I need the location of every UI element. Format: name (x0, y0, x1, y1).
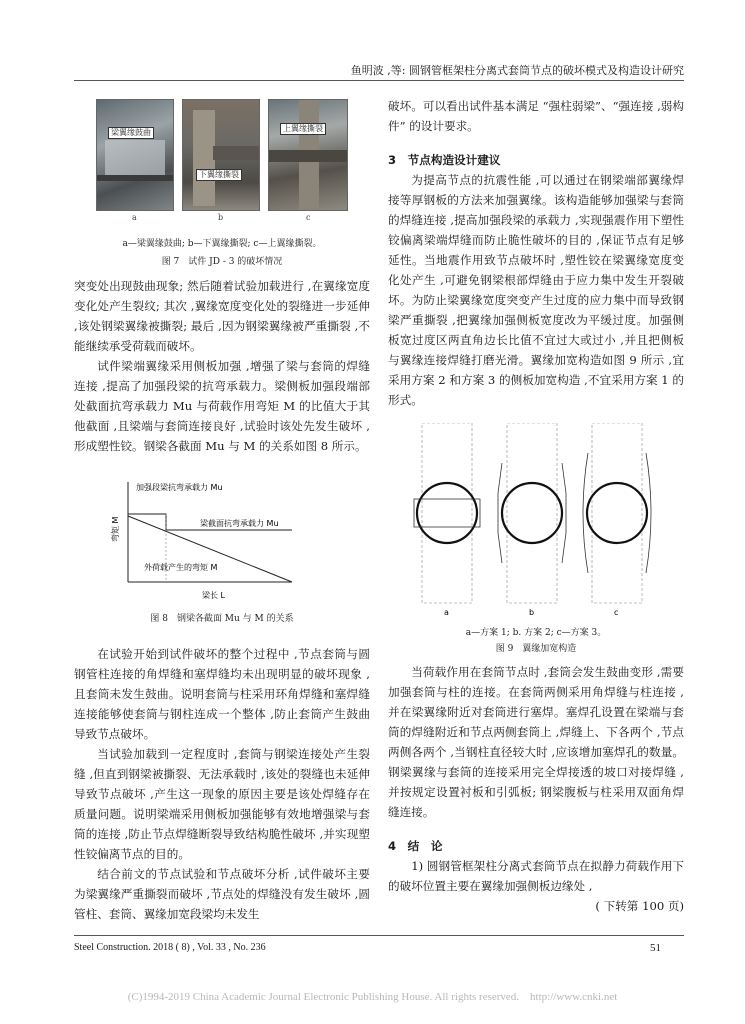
sub-letter-b: b (529, 608, 535, 617)
running-title: 鱼明波 ,等: 圆钢管框架柱分离式套筒节点的破坏模式及构造设计研究 (350, 64, 684, 77)
header-rule (74, 80, 684, 81)
y-axis-label: 弯矩 M (111, 516, 120, 542)
photo-a (96, 99, 174, 211)
paragraph: 破坏。可以看出试件基本满足 “强柱弱梁”、“强连接 ,弱构件” 的设计要求。 (388, 99, 684, 133)
beam-shape (269, 150, 348, 162)
figure-7 (96, 99, 348, 222)
tube-section (587, 483, 647, 543)
photo-c (268, 99, 348, 211)
section-3-heading: 3 节点构造设计建议 (388, 153, 501, 167)
tube-section (417, 483, 477, 543)
figure-9-diagram (402, 423, 662, 618)
beam-shape (105, 140, 165, 176)
sub-letter-c: c (306, 213, 311, 222)
photo-c-label: 上翼缘撕裂 (280, 123, 326, 135)
column-outline (507, 423, 557, 603)
continued-note: ( 下转第 100 页) (595, 899, 684, 913)
label-strengthened-capacity: 加强段梁抗弯承载力 Mu (136, 483, 223, 492)
paragraph: 为提高节点的抗震性能 ,可以通过在钢梁端部翼缘焊接等厚钢板的方法来加强翼缘。该构造能够加强梁与套筒的焊缝连接 ,提高加强段梁的承载力 ,实现强震作用下塑性铰偏离梁端焊缝而防止脆性破坏的目的 ,保证节点有足够延性。当地震作用致节点破坏时 ,塑性铰在梁翼缘宽度变化处产生 ,可避免钢梁根部焊缝由于应力集中发生开裂破坏。为防止梁翼缘宽度突变产生过度的应力集中而导致钢梁严重撕裂 ,把翼缘加强侧板宽度改为平缓过度。加强侧板宽过度区两直角边长比值不宜过大或过小 ,并且把侧板与翼缘连接焊缝打磨光滑。翼缘加宽构造如图 9 所示 ,宜采用方案 2 和方案 3 的侧板加宽构造 ,不宜采用方案 1 的形式。 (388, 173, 684, 407)
section-4-heading: 4 结 论 (388, 839, 443, 853)
sub-letter-c: c (614, 608, 619, 617)
figure-8-diagram (96, 476, 306, 606)
scheme-1 (414, 423, 480, 603)
column-outline (422, 423, 472, 603)
figure-9-caption: 图 9 翼缘加宽构造 (495, 644, 577, 654)
photo-b-label: 下翼缘撕裂 (196, 169, 242, 181)
label-external-moment: 外荷载产生的弯矩 M (144, 563, 218, 572)
left-column-upper (74, 276, 370, 456)
paragraph: 当试验加载到一定程度时 ,套筒与钢梁连接处产生裂缝 ,但直到钢梁被撕裂、无法承载时 ,该处的裂缝也未延伸导致节点破坏 ,产生这一现象的原因主要是该处焊缝存在质量问题。说明梁端采用侧板加强能够有效地增强梁与套筒的连接 ,防止节点焊缝断裂导致结构脆性破坏 ,并实现塑性铰偏离节点的目的。 (74, 747, 370, 861)
scheme-3 (583, 423, 651, 603)
label-section-capacity: 梁截面抗弯承载力 Mu (200, 519, 279, 528)
figure-8-caption: 图 8 钢梁各截面 Mu 与 M 的关系 (150, 614, 294, 624)
tube-section (502, 483, 562, 543)
paragraph: 当荷载作用在套筒节点时 ,套筒会发生鼓曲变形 ,需要加强套筒与柱的连接。在套筒两侧采用角焊缝与柱连接 ,并在梁翼缘附近对套筒进行塞焊。塞焊孔设置在梁端与套筒的焊缝附近和节点两侧套筒上 ,焊缝上、下各两个 ,节点两侧各两个 ,当钢柱直径较大时 ,应该增加塞焊孔的数量。钢梁翼缘与套筒的连接采用完全焊接透的坡口对接焊缝 ,并按规定设置衬板和引弧板; 钢梁腹板与柱采用双面角焊缝连接。 (388, 665, 684, 819)
flange-plate (414, 499, 480, 527)
beam-flange (97, 175, 174, 181)
left-column-lower (74, 644, 370, 924)
photo-a-label: 梁翼缘鼓曲 (108, 127, 154, 139)
photo-b (182, 99, 260, 211)
column-outline (592, 423, 642, 603)
sub-letter-a: a (132, 213, 137, 222)
sub-letter-b: b (218, 213, 224, 222)
right-column-upper (388, 96, 684, 410)
paragraph: 试件梁端翼缘采用侧板加强 ,增强了梁与套筒的焊缝连接 ,提高了加强段梁的抗弯承载力。梁侧板加强段端部处截面抗弯承载力 Mu 与荷载作用弯矩 M 的比值大于其他截面 ,且梁端与套筒连接良好 ,试验时该处先发生破坏 ,形成塑性铰。钢梁各截面 Mu 与 M 的关系如图 8 所示。 (74, 359, 370, 453)
paragraph: 在试验开始到试件破坏的整个过程中 ,节点套筒与圆钢管柱连接的角焊缝和塞焊缝均未出现明显的破坏现象 ,且套筒未发生鼓曲。说明套筒与柱采用环角焊缝和塞焊缝连接能够使套筒与钢柱连成一个整体 ,防止套筒产生鼓曲导致节点破坏。 (74, 647, 370, 741)
sub-letter-a: a (444, 608, 449, 617)
copyright-watermark: (C)1994-2019 China Academic Journal Electronic Publishing House. All rights reserved. http://www.cnki.net (127, 991, 618, 1003)
figure-7-caption: 图 7 试件 JD - 3 的破坏情况 (161, 257, 283, 267)
paragraph: 1) 圆钢管框架柱分离式套筒节点在拟静力荷载作用下的破坏位置主要在翼缘加强侧板边缘处 , (388, 859, 684, 893)
paragraph: 结合前文的节点试验和节点破坏分析 ,试件破坏主要为梁翼缘严重撕裂而破坏 ,节点处的焊缝没有发生破坏 ,圆管柱、套筒、翼缘加宽段梁均未发生 (74, 867, 370, 921)
paragraph: 突变处出现鼓曲现象; 然后随着试验加载进行 ,在翼缘宽度变化处产生裂纹; 其次 ,翼缘宽度变化处的裂缝进一步延伸 ,该处钢梁翼缘被撕裂; 最后 ,因为钢梁翼缘被严重撕裂 ,不能继续承受荷载而破坏。 (74, 279, 370, 353)
right-column-lower (388, 662, 684, 916)
figure-9-legend: a—方案 1; b. 方案 2; c—方案 3。 (465, 628, 607, 638)
figure-7-legend: a—梁翼缘鼓曲; b—下翼缘撕裂; c—上翼缘撕裂。 (122, 239, 322, 249)
footer-rule (74, 935, 684, 936)
beam-shape (213, 146, 260, 160)
scheme-2 (498, 423, 566, 603)
journal-citation: Steel Construction. 2018 ( 8) , Vol. 33 , No. 236 (74, 942, 266, 953)
page-number: 51 (650, 942, 661, 954)
column-shape (193, 110, 215, 206)
x-axis-label: 梁长 L (202, 591, 225, 600)
